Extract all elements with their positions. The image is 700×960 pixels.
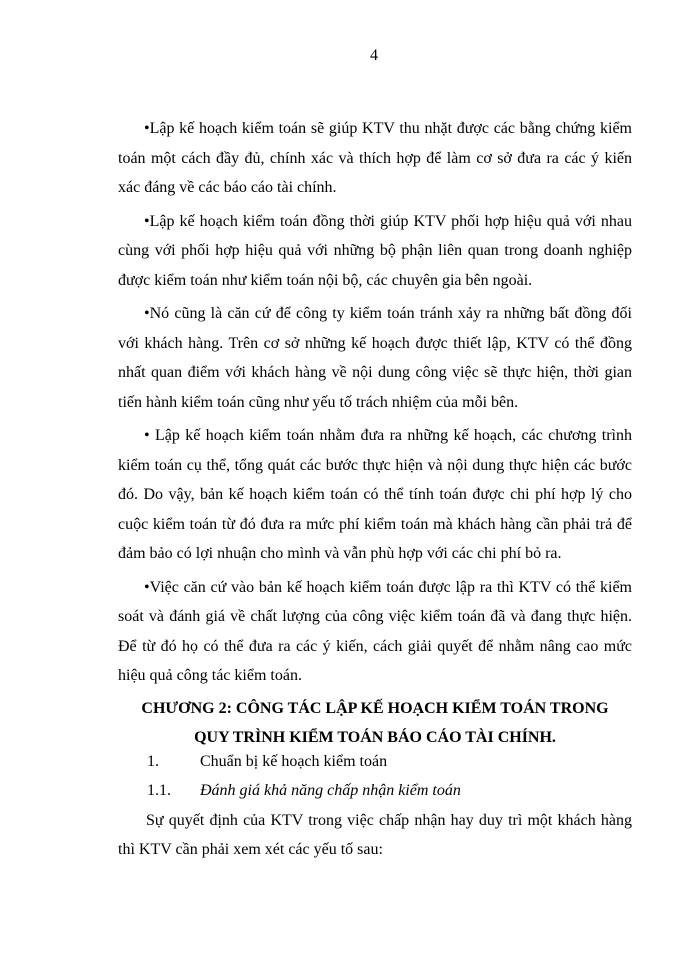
bullet-paragraph: •Nó cũng là căn cứ để công ty kiểm toán tránh xảy ra những bất đồng đối với khách hàng. Trên cơ sở những kế hoạch được thiết lập, KTV có thể đồng nhất quan điểm với khách hàng về nội dung công việc sẽ thực hiện, thời gian tiến hành kiểm toán cũng như yếu tố trách nhiệm của mỗi bên. — [118, 305, 632, 411]
bullet-paragraph: •Lập kế hoạch kiểm toán sẽ giúp KTV thu nhặt được các bằng chứng kiểm toán một cách đầy đủ, chính xác và thích hợp để làm cơ sở đưa ra các ý kiến xác đáng về các báo cáo tài chính. — [118, 120, 632, 196]
chapter-heading-line-2: QUY TRÌNH KIỂM TOÁN BÁO CÁO TÀI CHÍNH. — [194, 729, 556, 746]
bullet-paragraph: •Việc căn cứ vào bản kế hoạch kiểm toán được lập ra thì KTV có thể kiểm soát và đánh giá về chất lượng của công việc kiểm toán đã và đang thực hiện. Để từ đó họ có thể đưa ra các ý kiến, cách giải quyết để nhằm nâng cao mức hiệu quả công tác kiểm toán. — [118, 578, 632, 684]
bullet-list — [118, 114, 632, 695]
bullet-paragraph: • Lập kế hoạch kiểm toán nhằm đưa ra những kế hoạch, các chương trình kiểm toán cụ thể, tổng quát các bước thực hiện và nội dung thực hiện các bước đó. Do vậy, bản kế hoạch kiểm toán có thể tính toán được chi phí hợp lý cho cuộc kiểm toán từ đó đưa ra mức phí kiểm toán mà khách hàng cần phải trả để đảm bảo có lợi nhuận cho mình và vẫn phù hợp với các chi phí bỏ ra. — [118, 427, 632, 562]
chapter-heading — [118, 694, 632, 752]
section-heading-1-1 — [147, 782, 461, 800]
body-paragraph: Sự quyết định của KTV trong việc chấp nhận hay duy trì một khách hàng thì KTV cần phải xem xét các yếu tố sau: — [118, 812, 632, 858]
section-number: 1.1. — [147, 782, 171, 799]
section-number: 1. — [147, 753, 159, 770]
section-title: Chuẩn bị kế hoạch kiểm toán — [200, 753, 388, 770]
section-heading-1 — [147, 753, 387, 771]
page-number: 4 — [370, 47, 378, 64]
bullet-paragraph: •Lập kế hoạch kiểm toán đồng thời giúp KTV phối hợp hiệu quả với nhau cùng với phối hợp hiệu quả với những bộ phận liên quan trong doanh nghiệp được kiểm toán như kiểm toán nội bộ, các chuyên gia bên ngoài. — [118, 212, 632, 289]
section-title: Đánh giá khả năng chấp nhận kiểm toán — [200, 782, 461, 799]
chapter-heading-line-1: CHƯƠNG 2: CÔNG TÁC LẬP KẾ HOẠCH KIỂM TOÁN TRONG — [141, 700, 609, 717]
